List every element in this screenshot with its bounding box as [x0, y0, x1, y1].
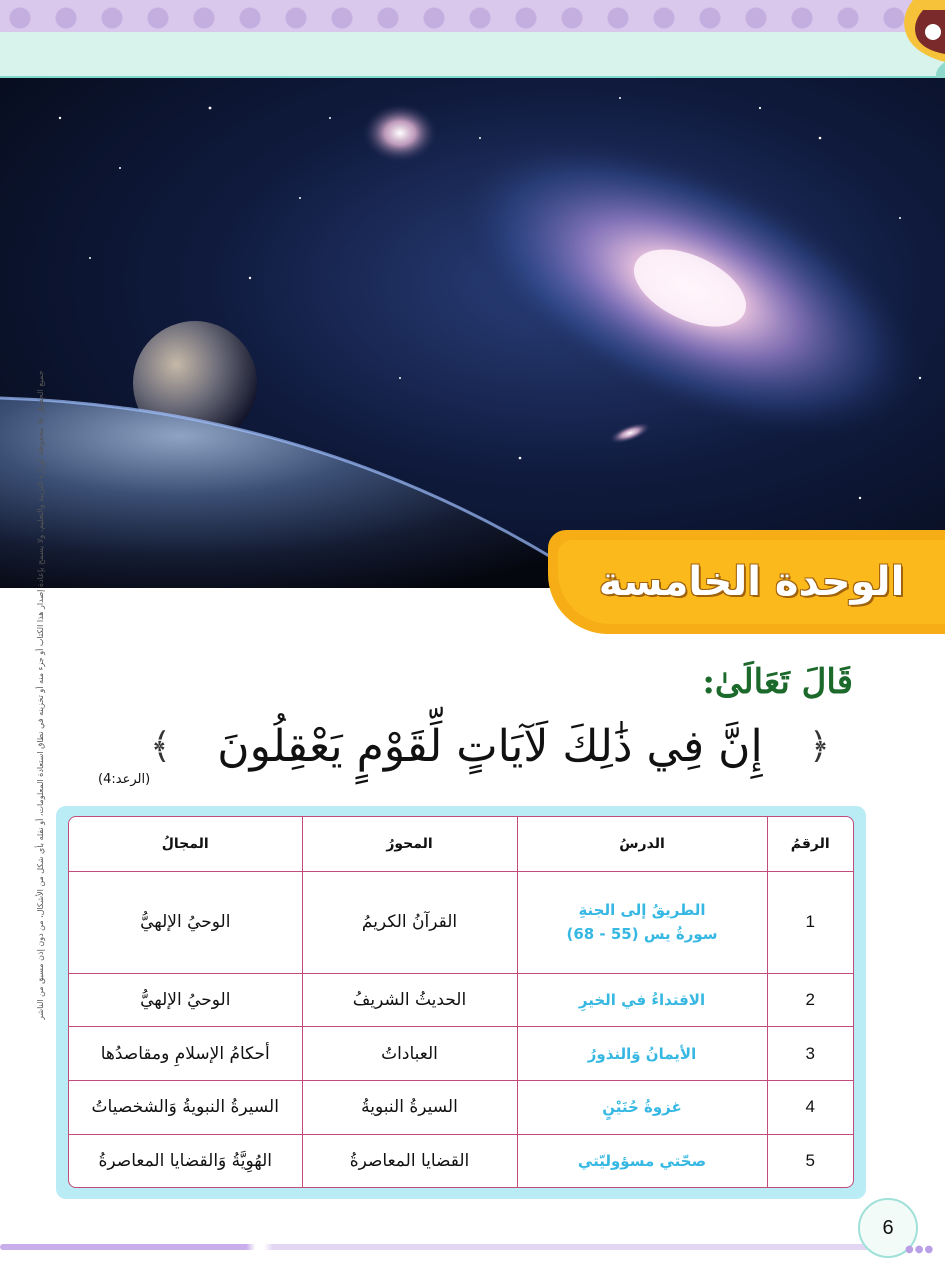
- table-row: [69, 872, 853, 974]
- table-header-row: [69, 817, 853, 872]
- row-lesson: صحّتي مسؤوليّتي: [517, 1134, 767, 1187]
- hero-space-image: [0, 78, 945, 588]
- footer-line: [0, 1244, 880, 1250]
- header-band: [0, 32, 945, 78]
- lessons-table-frame: [56, 806, 866, 1199]
- row-axis: العباداتُ: [302, 1027, 517, 1081]
- verse-text: إِنَّ فِي ذَٰلِكَ لَآيَاتٍ لِّقَوْمٍ يَعْقِلُونَ: [217, 720, 763, 772]
- verse-intro: قَالَ تَعَالَىٰ:: [702, 662, 853, 702]
- footer-dots-icon: ●●●: [905, 1244, 935, 1255]
- lessons-table: [69, 817, 853, 1187]
- row-field: الهُوِيَّةُ وَالقضايا المعاصرةُ: [69, 1134, 302, 1187]
- row-field: الوحيُ الإلهيُّ: [69, 973, 302, 1027]
- verse-reference: (الرعد:4): [98, 772, 151, 787]
- verse-row: [150, 712, 830, 780]
- row-axis: الحديثُ الشريفُ: [302, 973, 517, 1027]
- row-axis: القرآنُ الكريمُ: [302, 872, 517, 974]
- unit-title: الوحدة الخامسة: [598, 559, 905, 605]
- row-number: 2: [767, 973, 853, 1027]
- row-lesson-title: الطريقُ إلى الجنةِ: [578, 901, 706, 920]
- page-number: 6: [882, 1216, 894, 1239]
- row-lesson: [517, 872, 767, 974]
- header-axis: المحورُ: [302, 817, 517, 872]
- table-row: [69, 1027, 853, 1081]
- row-field: الوحيُ الإلهيُّ: [69, 872, 302, 974]
- row-lesson: الاقتداءُ في الخيرِ: [517, 973, 767, 1027]
- row-lesson-subtitle: سورةُ يس (55 - 68): [566, 925, 718, 944]
- galaxy-illustration: [0, 78, 945, 588]
- unit-banner-inner: [558, 540, 945, 624]
- header-field: المجالُ: [69, 817, 302, 872]
- header-lesson: الدرسُ: [517, 817, 767, 872]
- corner-ornament-icon: [893, 0, 945, 80]
- table-row: [69, 1134, 853, 1187]
- verse-close-bracket: ﴾: [150, 725, 172, 767]
- row-lesson: غزوةُ حُنَيْنٍ: [517, 1080, 767, 1134]
- lessons-table-container: [68, 816, 854, 1188]
- row-field: أحكامُ الإسلامِ ومقاصدُها: [69, 1027, 302, 1081]
- unit-banner: [548, 530, 945, 634]
- top-decorative-band: [0, 0, 945, 36]
- verse-open-bracket: ﴿: [808, 725, 830, 767]
- row-number: 5: [767, 1134, 853, 1187]
- row-axis: القضايا المعاصرةُ: [302, 1134, 517, 1187]
- row-field: السيرةُ النبويةُ وَالشخصياتُ: [69, 1080, 302, 1134]
- table-row: [69, 973, 853, 1027]
- copyright-side-note: جميع الحقوق © محفوظة لوزارة التربية والتعليم، ولا يسمح بإعادة إصدار هذا الكتاب أو جزء منه أو تخزينه في نطاق استعادة المعلومات، أو نقله بأي شكل من الأشكال، من دون إذن مسبق من الناشر: [36, 370, 45, 1020]
- row-number: 3: [767, 1027, 853, 1081]
- header-number: الرقمُ: [767, 817, 853, 872]
- row-number: 1: [767, 872, 853, 974]
- row-axis: السيرةُ النبويةُ: [302, 1080, 517, 1134]
- table-row: [69, 1080, 853, 1134]
- row-lesson: الأيمانُ وَالنذورُ: [517, 1027, 767, 1081]
- row-number: 4: [767, 1080, 853, 1134]
